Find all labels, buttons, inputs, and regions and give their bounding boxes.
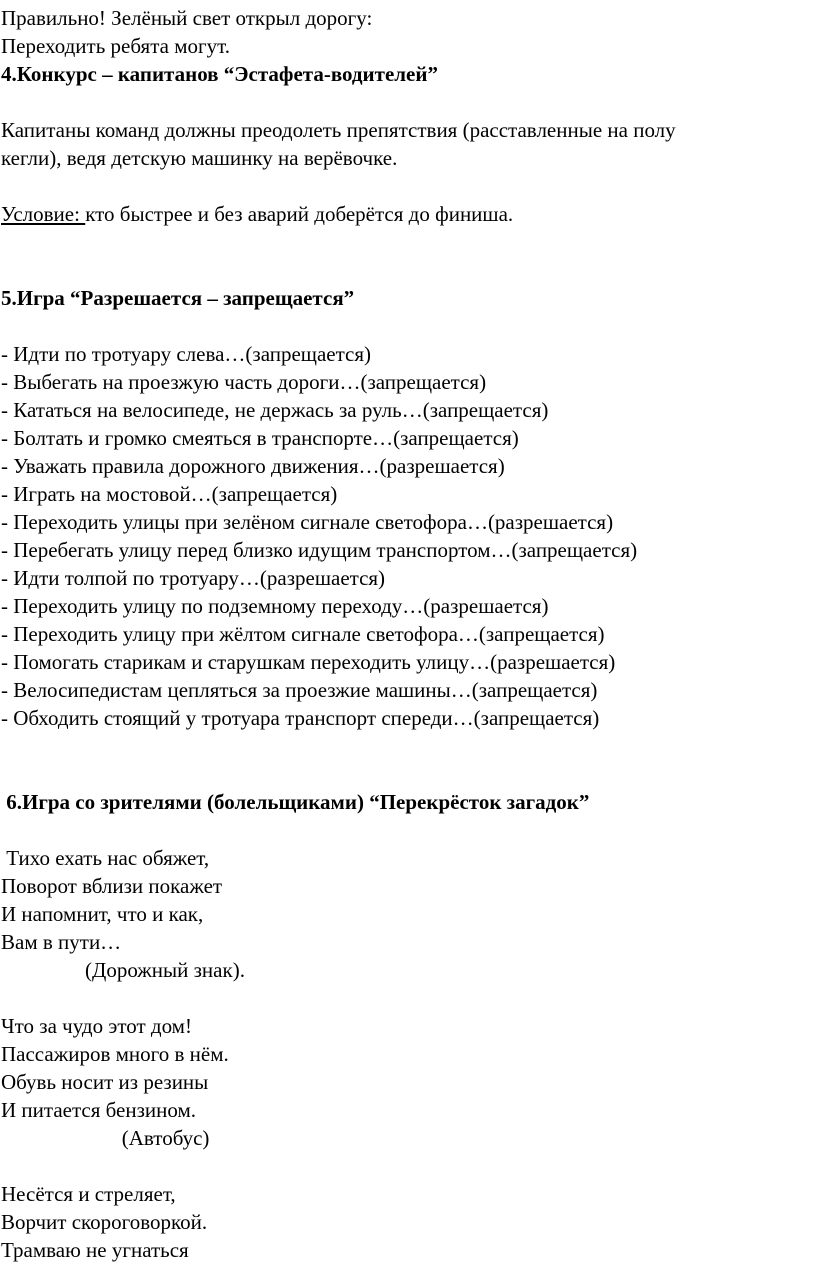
- list-item: - Болтать и громко смеяться в транспорте…(запрещается): [1, 426, 519, 450]
- list-item: - Обходить стоящий у тротуара транспорт спереди…(запрещается): [1, 706, 600, 730]
- section-4-heading: 4.Конкурс – капитанов “Эстафета-водителей”: [1, 62, 438, 86]
- section-4-description-2: кегли), ведя детскую машинку на верёвочке.: [1, 146, 398, 170]
- list-item: - Переходить улицу при жёлтом сигнале светофора…(запрещается): [1, 622, 605, 646]
- list-item: - Перебегать улицу перед близко идущим транспортом…(запрещается): [1, 538, 638, 562]
- intro-line-2: Переходить ребята могут.: [1, 34, 230, 58]
- riddle-line: Ворчит скороговоркой.: [1, 1210, 208, 1234]
- list-item: - Переходить улицу по подземному переходу…(разрешается): [1, 594, 549, 618]
- riddle-line: Поворот вблизи покажет: [1, 874, 223, 898]
- intro-line-1: Правильно! Зелёный свет открыл дорогу:: [1, 6, 373, 30]
- condition-label: Условие:: [1, 202, 86, 226]
- riddle-line: Трамваю не угнаться: [1, 1238, 189, 1262]
- riddle-2: [1, 1012, 816, 1152]
- riddle-line: И питается бензином.: [1, 1098, 197, 1122]
- section-6-heading: 6.Игра со зрителями (болельщиками) “Перекрёсток загадок”: [1, 790, 590, 814]
- list-item: - Велосипедистам цепляться за проезжие машины…(запрещается): [1, 678, 598, 702]
- riddle-line: Вам в пути…: [1, 930, 122, 954]
- riddle-line: Пассажиров много в нём.: [1, 1042, 229, 1066]
- riddle-answer: (Автобус): [1, 1126, 210, 1150]
- riddle-line: Что за чудо этот дом!: [1, 1014, 192, 1038]
- list-item: - Уважать правила дорожного движения…(разрешается): [1, 454, 505, 478]
- riddle-1: [1, 844, 816, 984]
- list-item: - Выбегать на проезжую часть дороги…(запрещается): [1, 370, 487, 394]
- riddle-line: И напомнит, что и как,: [1, 902, 204, 926]
- list-item: - Идти толпой по тротуару…(разрешается): [1, 566, 386, 590]
- list-item: - Играть на мостовой…(запрещается): [1, 482, 338, 506]
- rules-list: [1, 340, 816, 732]
- list-item: - Переходить улицы при зелёном сигнале светофора…(разрешается): [1, 510, 614, 534]
- condition-text: кто быстрее и без аварий доберётся до финиша.: [85, 202, 514, 226]
- list-item: - Помогать старикам и старушкам переходить улицу…(разрешается): [1, 650, 616, 674]
- list-item: - Кататься на велосипеде, не держась за руль…(запрещается): [1, 398, 549, 422]
- riddle-3: [1, 1180, 816, 1264]
- list-item: - Идти по тротуару слева…(запрещается): [1, 342, 372, 366]
- riddle-answer: (Дорожный знак).: [1, 958, 245, 982]
- riddle-line: Тихо ехать нас обяжет,: [1, 846, 210, 870]
- section-5-heading: 5.Игра “Разрешается – запрещается”: [1, 286, 355, 310]
- riddle-line: Несётся и стреляет,: [1, 1182, 176, 1206]
- riddle-line: Обувь носит из резины: [1, 1070, 209, 1094]
- section-4-condition: [1, 200, 816, 228]
- section-4-description-1: Капитаны команд должны преодолеть препятствия (расставленные на полу: [1, 118, 676, 142]
